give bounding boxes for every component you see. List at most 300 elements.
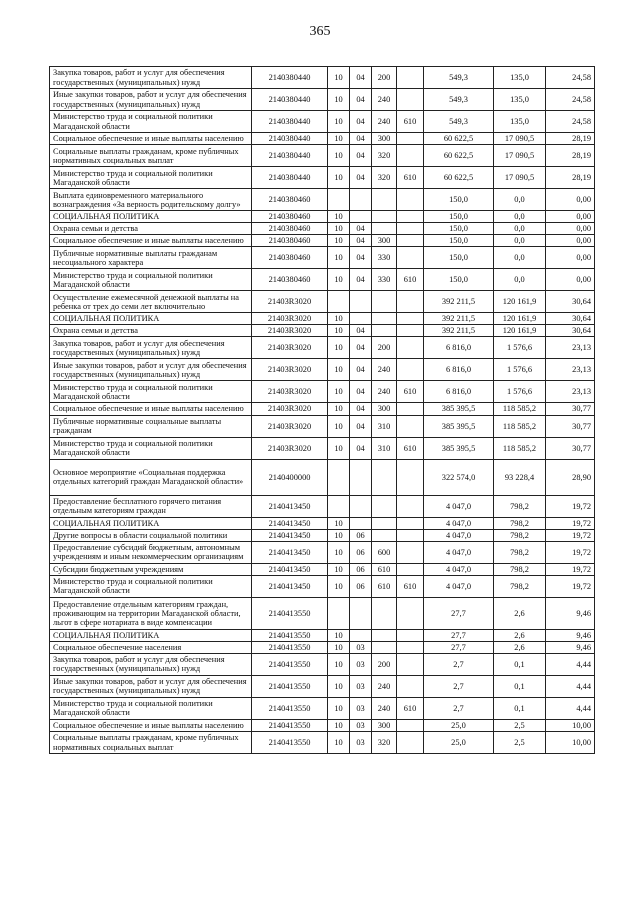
executed-amount-cell: 1 576,6 bbox=[494, 359, 546, 381]
subsection-cell bbox=[350, 495, 372, 517]
executed-amount-cell: 0,1 bbox=[494, 653, 546, 675]
department-code-cell bbox=[397, 541, 424, 563]
target-code-cell: 2140413450 bbox=[252, 529, 328, 541]
table-row bbox=[50, 223, 595, 235]
execution-percent-cell: 0,00 bbox=[546, 223, 595, 235]
section-cell: 10 bbox=[328, 403, 350, 415]
execution-percent-cell: 28,19 bbox=[546, 145, 595, 167]
target-code-cell: 2140380460 bbox=[252, 223, 328, 235]
item-name-cell: СОЦИАЛЬНАЯ ПОЛИТИКА bbox=[50, 211, 252, 223]
table-row bbox=[50, 529, 595, 541]
item-name-cell: Основное мероприятие «Социальная поддержка отдельных категорий граждан Магаданской области» bbox=[50, 459, 252, 495]
table-row bbox=[50, 325, 595, 337]
table-row bbox=[50, 269, 595, 291]
execution-percent-cell: 30,64 bbox=[546, 313, 595, 325]
table-row bbox=[50, 563, 595, 575]
table-row bbox=[50, 495, 595, 517]
target-code-cell: 2140380440 bbox=[252, 145, 328, 167]
section-cell: 10 bbox=[328, 641, 350, 653]
subsection-cell: 04 bbox=[350, 359, 372, 381]
item-name-cell: Социальное обеспечение населения bbox=[50, 641, 252, 653]
section-cell: 10 bbox=[328, 89, 350, 111]
subsection-cell bbox=[350, 517, 372, 529]
plan-amount-cell: 392 211,5 bbox=[424, 291, 494, 313]
expense-type-cell: 300 bbox=[372, 133, 397, 145]
section-cell: 10 bbox=[328, 67, 350, 89]
execution-percent-cell: 24,58 bbox=[546, 67, 595, 89]
plan-amount-cell: 4 047,0 bbox=[424, 517, 494, 529]
item-name-cell: Осуществление ежемесячной денежной выплаты на ребенка от трех до семи лет включительно bbox=[50, 291, 252, 313]
item-name-cell: Министерство труда и социальной политики Магаданской области bbox=[50, 575, 252, 597]
expense-type-cell: 320 bbox=[372, 167, 397, 189]
item-name-cell: Выплата единовременного материального вознаграждения «За верность родительскому долгу» bbox=[50, 189, 252, 211]
execution-percent-cell: 28,19 bbox=[546, 133, 595, 145]
target-code-cell: 21403R3020 bbox=[252, 325, 328, 337]
table-row bbox=[50, 167, 595, 189]
department-code-cell: 610 bbox=[397, 111, 424, 133]
target-code-cell: 2140413550 bbox=[252, 675, 328, 697]
table-row bbox=[50, 719, 595, 731]
expense-type-cell bbox=[372, 597, 397, 629]
plan-amount-cell: 549,3 bbox=[424, 67, 494, 89]
expense-type-cell: 330 bbox=[372, 247, 397, 269]
expense-type-cell: 240 bbox=[372, 359, 397, 381]
plan-amount-cell: 4 047,0 bbox=[424, 529, 494, 541]
target-code-cell: 21403R3020 bbox=[252, 415, 328, 437]
subsection-cell: 04 bbox=[350, 235, 372, 247]
subsection-cell: 04 bbox=[350, 89, 372, 111]
item-name-cell: Предоставление отдельным категориям граждан, проживающим на территории Магаданской области, льгот в сфере нотариата в виде компенсации bbox=[50, 597, 252, 629]
execution-percent-cell: 19,72 bbox=[546, 495, 595, 517]
plan-amount-cell: 150,0 bbox=[424, 223, 494, 235]
table-row bbox=[50, 732, 595, 754]
target-code-cell: 2140380440 bbox=[252, 133, 328, 145]
department-code-cell bbox=[397, 459, 424, 495]
item-name-cell: Министерство труда и социальной политики Магаданской области bbox=[50, 269, 252, 291]
item-name-cell: Субсидии бюджетным учреждениям bbox=[50, 563, 252, 575]
execution-percent-cell: 0,00 bbox=[546, 269, 595, 291]
expense-type-cell bbox=[372, 313, 397, 325]
executed-amount-cell: 2,6 bbox=[494, 597, 546, 629]
expense-type-cell: 310 bbox=[372, 437, 397, 459]
executed-amount-cell: 120 161,9 bbox=[494, 291, 546, 313]
section-cell: 10 bbox=[328, 235, 350, 247]
execution-percent-cell: 19,72 bbox=[546, 517, 595, 529]
expense-type-cell: 200 bbox=[372, 337, 397, 359]
table-row bbox=[50, 403, 595, 415]
plan-amount-cell: 322 574,0 bbox=[424, 459, 494, 495]
executed-amount-cell: 17 090,5 bbox=[494, 133, 546, 145]
plan-amount-cell: 4 047,0 bbox=[424, 575, 494, 597]
expense-type-cell bbox=[372, 223, 397, 235]
department-code-cell bbox=[397, 653, 424, 675]
execution-percent-cell: 4,44 bbox=[546, 697, 595, 719]
budget-table bbox=[49, 66, 595, 754]
expense-type-cell bbox=[372, 495, 397, 517]
department-code-cell bbox=[397, 359, 424, 381]
executed-amount-cell: 0,0 bbox=[494, 211, 546, 223]
subsection-cell bbox=[350, 597, 372, 629]
plan-amount-cell: 2,7 bbox=[424, 697, 494, 719]
execution-percent-cell: 19,72 bbox=[546, 563, 595, 575]
department-code-cell bbox=[397, 291, 424, 313]
table-body bbox=[50, 67, 595, 754]
plan-amount-cell: 392 211,5 bbox=[424, 313, 494, 325]
subsection-cell: 06 bbox=[350, 529, 372, 541]
expense-type-cell: 300 bbox=[372, 235, 397, 247]
plan-amount-cell: 27,7 bbox=[424, 629, 494, 641]
target-code-cell: 21403R3020 bbox=[252, 403, 328, 415]
target-code-cell: 2140413550 bbox=[252, 641, 328, 653]
subsection-cell: 03 bbox=[350, 697, 372, 719]
table-row bbox=[50, 133, 595, 145]
executed-amount-cell: 17 090,5 bbox=[494, 167, 546, 189]
section-cell: 10 bbox=[328, 563, 350, 575]
executed-amount-cell: 798,2 bbox=[494, 529, 546, 541]
executed-amount-cell: 2,5 bbox=[494, 719, 546, 731]
execution-percent-cell: 0,00 bbox=[546, 211, 595, 223]
department-code-cell: 610 bbox=[397, 167, 424, 189]
target-code-cell: 2140380440 bbox=[252, 167, 328, 189]
department-code-cell bbox=[397, 67, 424, 89]
target-code-cell: 2140413550 bbox=[252, 629, 328, 641]
target-code-cell: 2140380440 bbox=[252, 89, 328, 111]
expense-type-cell: 240 bbox=[372, 111, 397, 133]
execution-percent-cell: 0,00 bbox=[546, 189, 595, 211]
target-code-cell: 2140413550 bbox=[252, 732, 328, 754]
department-code-cell bbox=[397, 325, 424, 337]
table-row bbox=[50, 211, 595, 223]
department-code-cell: 610 bbox=[397, 575, 424, 597]
section-cell: 10 bbox=[328, 359, 350, 381]
target-code-cell: 2140380460 bbox=[252, 189, 328, 211]
table-row bbox=[50, 313, 595, 325]
executed-amount-cell: 2,6 bbox=[494, 629, 546, 641]
execution-percent-cell: 9,46 bbox=[546, 597, 595, 629]
item-name-cell: Министерство труда и социальной политики Магаданской области bbox=[50, 381, 252, 403]
expense-type-cell: 200 bbox=[372, 653, 397, 675]
plan-amount-cell: 549,3 bbox=[424, 89, 494, 111]
execution-percent-cell: 4,44 bbox=[546, 675, 595, 697]
section-cell: 10 bbox=[328, 381, 350, 403]
table-row bbox=[50, 381, 595, 403]
target-code-cell: 2140380460 bbox=[252, 211, 328, 223]
executed-amount-cell: 0,0 bbox=[494, 235, 546, 247]
table-row bbox=[50, 459, 595, 495]
section-cell: 10 bbox=[328, 653, 350, 675]
table-row bbox=[50, 697, 595, 719]
subsection-cell: 03 bbox=[350, 719, 372, 731]
expense-type-cell: 240 bbox=[372, 675, 397, 697]
department-code-cell bbox=[397, 211, 424, 223]
item-name-cell: Публичные нормативные социальные выплаты гражданам bbox=[50, 415, 252, 437]
executed-amount-cell: 798,2 bbox=[494, 517, 546, 529]
subsection-cell: 04 bbox=[350, 269, 372, 291]
executed-amount-cell: 1 576,6 bbox=[494, 337, 546, 359]
section-cell: 10 bbox=[328, 437, 350, 459]
target-code-cell: 21403R3020 bbox=[252, 437, 328, 459]
item-name-cell: Охрана семьи и детства bbox=[50, 325, 252, 337]
item-name-cell: Закупка товаров, работ и услуг для обеспечения государственных (муниципальных) нужд bbox=[50, 337, 252, 359]
executed-amount-cell: 798,2 bbox=[494, 495, 546, 517]
executed-amount-cell: 2,6 bbox=[494, 641, 546, 653]
subsection-cell: 04 bbox=[350, 167, 372, 189]
item-name-cell: Предоставление субсидий бюджетным, автономным учреждениям и иным некоммерческим организациям bbox=[50, 541, 252, 563]
executed-amount-cell: 798,2 bbox=[494, 575, 546, 597]
department-code-cell bbox=[397, 337, 424, 359]
item-name-cell: СОЦИАЛЬНАЯ ПОЛИТИКА bbox=[50, 517, 252, 529]
subsection-cell: 03 bbox=[350, 653, 372, 675]
execution-percent-cell: 4,44 bbox=[546, 653, 595, 675]
target-code-cell: 21403R3020 bbox=[252, 381, 328, 403]
executed-amount-cell: 0,0 bbox=[494, 247, 546, 269]
section-cell: 10 bbox=[328, 675, 350, 697]
plan-amount-cell: 385 395,5 bbox=[424, 403, 494, 415]
section-cell: 10 bbox=[328, 517, 350, 529]
plan-amount-cell: 549,3 bbox=[424, 111, 494, 133]
department-code-cell bbox=[397, 563, 424, 575]
table-row bbox=[50, 189, 595, 211]
expense-type-cell: 600 bbox=[372, 541, 397, 563]
subsection-cell: 04 bbox=[350, 381, 372, 403]
department-code-cell bbox=[397, 133, 424, 145]
item-name-cell: Социальное обеспечение и иные выплаты населению bbox=[50, 403, 252, 415]
executed-amount-cell: 798,2 bbox=[494, 563, 546, 575]
target-code-cell: 2140413550 bbox=[252, 697, 328, 719]
execution-percent-cell: 24,58 bbox=[546, 111, 595, 133]
item-name-cell: Иные закупки товаров, работ и услуг для обеспечения государственных (муниципальных) нужд bbox=[50, 89, 252, 111]
table-row bbox=[50, 111, 595, 133]
target-code-cell: 2140400000 bbox=[252, 459, 328, 495]
subsection-cell bbox=[350, 313, 372, 325]
executed-amount-cell: 0,0 bbox=[494, 269, 546, 291]
department-code-cell bbox=[397, 313, 424, 325]
subsection-cell: 04 bbox=[350, 133, 372, 145]
table-row bbox=[50, 145, 595, 167]
execution-percent-cell: 23,13 bbox=[546, 337, 595, 359]
department-code-cell bbox=[397, 415, 424, 437]
execution-percent-cell: 30,64 bbox=[546, 325, 595, 337]
executed-amount-cell: 798,2 bbox=[494, 541, 546, 563]
expense-type-cell: 310 bbox=[372, 415, 397, 437]
expense-type-cell: 200 bbox=[372, 67, 397, 89]
executed-amount-cell: 2,5 bbox=[494, 732, 546, 754]
table-row bbox=[50, 235, 595, 247]
subsection-cell: 04 bbox=[350, 403, 372, 415]
subsection-cell bbox=[350, 459, 372, 495]
department-code-cell: 610 bbox=[397, 437, 424, 459]
target-code-cell: 2140380440 bbox=[252, 111, 328, 133]
executed-amount-cell: 0,1 bbox=[494, 697, 546, 719]
table-row bbox=[50, 597, 595, 629]
target-code-cell: 21403R3020 bbox=[252, 337, 328, 359]
expense-type-cell: 330 bbox=[372, 269, 397, 291]
executed-amount-cell: 135,0 bbox=[494, 67, 546, 89]
table-row bbox=[50, 517, 595, 529]
plan-amount-cell: 4 047,0 bbox=[424, 495, 494, 517]
plan-amount-cell: 150,0 bbox=[424, 211, 494, 223]
department-code-cell bbox=[397, 629, 424, 641]
section-cell: 10 bbox=[328, 223, 350, 235]
expense-type-cell bbox=[372, 211, 397, 223]
expense-type-cell: 240 bbox=[372, 697, 397, 719]
section-cell bbox=[328, 495, 350, 517]
subsection-cell: 04 bbox=[350, 223, 372, 235]
target-code-cell: 2140380460 bbox=[252, 235, 328, 247]
section-cell: 10 bbox=[328, 325, 350, 337]
item-name-cell: Социальные выплаты гражданам, кроме публичных нормативных социальных выплат bbox=[50, 732, 252, 754]
execution-percent-cell: 24,58 bbox=[546, 89, 595, 111]
department-code-cell bbox=[397, 189, 424, 211]
department-code-cell bbox=[397, 223, 424, 235]
execution-percent-cell: 28,19 bbox=[546, 167, 595, 189]
executed-amount-cell: 118 585,2 bbox=[494, 415, 546, 437]
plan-amount-cell: 150,0 bbox=[424, 269, 494, 291]
department-code-cell bbox=[397, 597, 424, 629]
executed-amount-cell: 118 585,2 bbox=[494, 437, 546, 459]
item-name-cell: Другие вопросы в области социальной политики bbox=[50, 529, 252, 541]
plan-amount-cell: 2,7 bbox=[424, 653, 494, 675]
section-cell: 10 bbox=[328, 313, 350, 325]
plan-amount-cell: 60 622,5 bbox=[424, 167, 494, 189]
table-row bbox=[50, 575, 595, 597]
target-code-cell: 2140413450 bbox=[252, 495, 328, 517]
department-code-cell bbox=[397, 89, 424, 111]
plan-amount-cell: 25,0 bbox=[424, 732, 494, 754]
page-number: 365 bbox=[309, 24, 331, 39]
expense-type-cell bbox=[372, 517, 397, 529]
target-code-cell: 2140380460 bbox=[252, 247, 328, 269]
subsection-cell: 03 bbox=[350, 732, 372, 754]
table-row bbox=[50, 89, 595, 111]
table-row bbox=[50, 291, 595, 313]
item-name-cell: Охрана семьи и детства bbox=[50, 223, 252, 235]
target-code-cell: 2140380440 bbox=[252, 67, 328, 89]
table-row bbox=[50, 541, 595, 563]
execution-percent-cell: 30,64 bbox=[546, 291, 595, 313]
expense-type-cell: 610 bbox=[372, 563, 397, 575]
department-code-cell bbox=[397, 675, 424, 697]
section-cell bbox=[328, 189, 350, 211]
expense-type-cell: 240 bbox=[372, 381, 397, 403]
target-code-cell: 2140413450 bbox=[252, 541, 328, 563]
execution-percent-cell: 10,00 bbox=[546, 719, 595, 731]
subsection-cell: 04 bbox=[350, 67, 372, 89]
item-name-cell: Закупка товаров, работ и услуг для обеспечения государственных (муниципальных) нужд bbox=[50, 653, 252, 675]
item-name-cell: Иные закупки товаров, работ и услуг для обеспечения государственных (муниципальных) нужд bbox=[50, 675, 252, 697]
execution-percent-cell: 30,77 bbox=[546, 415, 595, 437]
plan-amount-cell: 150,0 bbox=[424, 247, 494, 269]
target-code-cell: 21403R3020 bbox=[252, 313, 328, 325]
subsection-cell: 06 bbox=[350, 563, 372, 575]
expense-type-cell: 610 bbox=[372, 575, 397, 597]
execution-percent-cell: 19,72 bbox=[546, 541, 595, 563]
item-name-cell: Министерство труда и социальной политики Магаданской области bbox=[50, 111, 252, 133]
expense-type-cell: 300 bbox=[372, 719, 397, 731]
executed-amount-cell: 135,0 bbox=[494, 89, 546, 111]
section-cell: 10 bbox=[328, 719, 350, 731]
section-cell: 10 bbox=[328, 697, 350, 719]
subsection-cell: 03 bbox=[350, 675, 372, 697]
department-code-cell bbox=[397, 235, 424, 247]
item-name-cell: СОЦИАЛЬНАЯ ПОЛИТИКА bbox=[50, 629, 252, 641]
subsection-cell: 03 bbox=[350, 641, 372, 653]
section-cell: 10 bbox=[328, 732, 350, 754]
subsection-cell: 04 bbox=[350, 145, 372, 167]
execution-percent-cell: 9,46 bbox=[546, 641, 595, 653]
target-code-cell: 2140413550 bbox=[252, 719, 328, 731]
expense-type-cell: 320 bbox=[372, 732, 397, 754]
subsection-cell bbox=[350, 211, 372, 223]
subsection-cell: 04 bbox=[350, 111, 372, 133]
plan-amount-cell: 6 816,0 bbox=[424, 359, 494, 381]
target-code-cell: 21403R3020 bbox=[252, 291, 328, 313]
target-code-cell: 2140413450 bbox=[252, 575, 328, 597]
table-row bbox=[50, 641, 595, 653]
department-code-cell: 610 bbox=[397, 269, 424, 291]
expense-type-cell: 240 bbox=[372, 89, 397, 111]
section-cell: 10 bbox=[328, 247, 350, 269]
expense-type-cell bbox=[372, 291, 397, 313]
item-name-cell: СОЦИАЛЬНАЯ ПОЛИТИКА bbox=[50, 313, 252, 325]
executed-amount-cell: 93 228,4 bbox=[494, 459, 546, 495]
item-name-cell: Министерство труда и социальной политики Магаданской области bbox=[50, 167, 252, 189]
item-name-cell: Министерство труда и социальной политики Магаданской области bbox=[50, 437, 252, 459]
item-name-cell: Предоставление бесплатного горячего питания отдельным категориям граждан bbox=[50, 495, 252, 517]
execution-percent-cell: 19,72 bbox=[546, 529, 595, 541]
table-row bbox=[50, 337, 595, 359]
executed-amount-cell: 135,0 bbox=[494, 111, 546, 133]
table-row bbox=[50, 247, 595, 269]
expense-type-cell bbox=[372, 325, 397, 337]
section-cell: 10 bbox=[328, 269, 350, 291]
subsection-cell: 04 bbox=[350, 337, 372, 359]
target-code-cell: 2140413450 bbox=[252, 517, 328, 529]
execution-percent-cell: 0,00 bbox=[546, 235, 595, 247]
plan-amount-cell: 6 816,0 bbox=[424, 381, 494, 403]
execution-percent-cell: 23,13 bbox=[546, 359, 595, 381]
section-cell: 10 bbox=[328, 575, 350, 597]
section-cell bbox=[328, 597, 350, 629]
item-name-cell: Социальное обеспечение и иные выплаты населению bbox=[50, 133, 252, 145]
section-cell: 10 bbox=[328, 133, 350, 145]
target-code-cell: 2140413550 bbox=[252, 597, 328, 629]
executed-amount-cell: 17 090,5 bbox=[494, 145, 546, 167]
item-name-cell: Закупка товаров, работ и услуг для обеспечения государственных (муниципальных) нужд bbox=[50, 67, 252, 89]
table-row bbox=[50, 67, 595, 89]
executed-amount-cell: 0,1 bbox=[494, 675, 546, 697]
plan-amount-cell: 385 395,5 bbox=[424, 415, 494, 437]
table-row bbox=[50, 437, 595, 459]
target-code-cell: 2140413450 bbox=[252, 563, 328, 575]
subsection-cell: 06 bbox=[350, 575, 372, 597]
plan-amount-cell: 4 047,0 bbox=[424, 563, 494, 575]
expense-type-cell: 300 bbox=[372, 403, 397, 415]
section-cell: 10 bbox=[328, 541, 350, 563]
item-name-cell: Социальное обеспечение и иные выплаты населению bbox=[50, 235, 252, 247]
target-code-cell: 2140380460 bbox=[252, 269, 328, 291]
subsection-cell bbox=[350, 189, 372, 211]
expense-type-cell bbox=[372, 641, 397, 653]
plan-amount-cell: 385 395,5 bbox=[424, 437, 494, 459]
target-code-cell: 21403R3020 bbox=[252, 359, 328, 381]
item-name-cell: Социальные выплаты гражданам, кроме публичных нормативных социальных выплат bbox=[50, 145, 252, 167]
expense-type-cell bbox=[372, 189, 397, 211]
executed-amount-cell: 1 576,6 bbox=[494, 381, 546, 403]
section-cell: 10 bbox=[328, 337, 350, 359]
section-cell: 10 bbox=[328, 167, 350, 189]
execution-percent-cell: 9,46 bbox=[546, 629, 595, 641]
